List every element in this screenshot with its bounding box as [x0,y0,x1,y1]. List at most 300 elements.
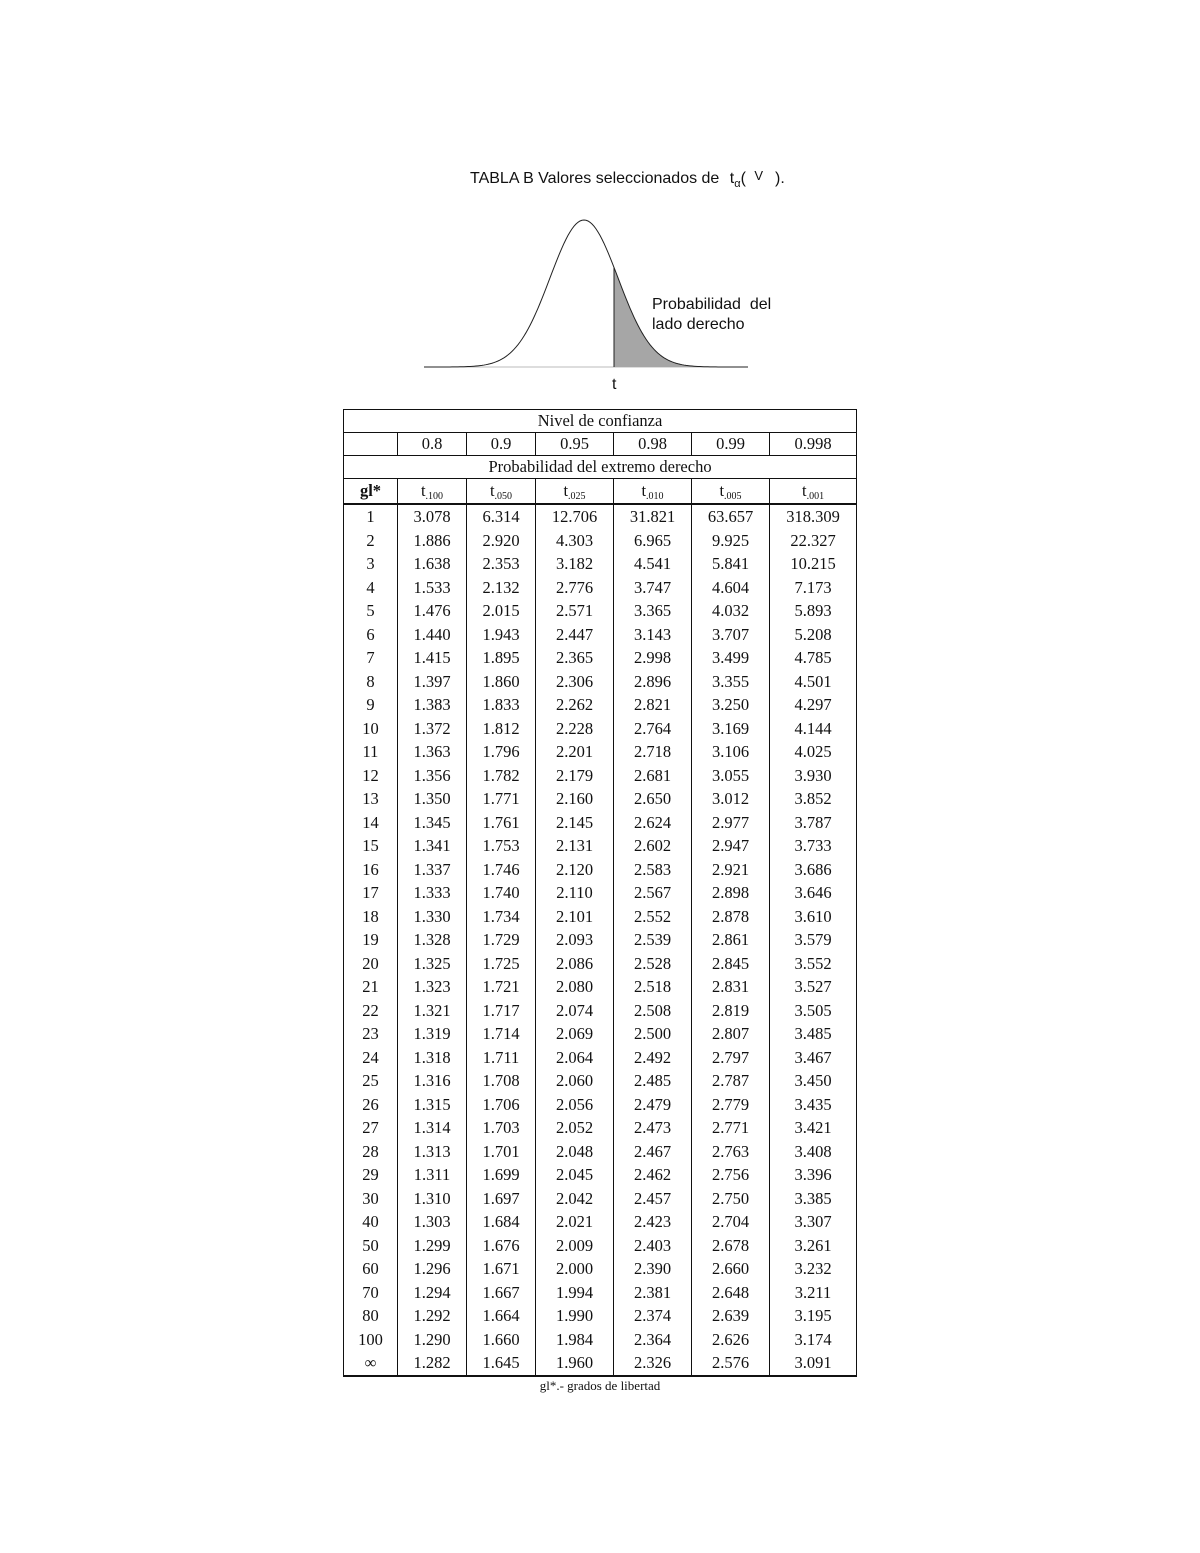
critical-value-cell: 2.552 [614,905,692,929]
critical-value-cell: 2.364 [614,1328,692,1352]
critical-value-cell: 2.704 [692,1210,770,1234]
confidence-header: Nivel de confianza [344,410,857,433]
critical-value-cell: 1.761 [467,811,536,835]
critical-value-cell: 3.091 [770,1351,857,1376]
critical-value-cell: 3.707 [692,623,770,647]
degrees-of-freedom-cell: 80 [344,1304,398,1328]
critical-value-cell: 1.282 [398,1351,467,1376]
critical-value-cell: 2.518 [614,975,692,999]
critical-value-cell: 1.664 [467,1304,536,1328]
critical-value-cell: 5.208 [770,623,857,647]
title-paren-close: ). [775,170,785,187]
critical-value-cell: 1.363 [398,740,467,764]
critical-value-header: t.050 [467,479,536,505]
degrees-of-freedom-cell: 5 [344,599,398,623]
critical-value-cell: 2.500 [614,1022,692,1046]
critical-value-cell: 2.479 [614,1093,692,1117]
critical-value-cell: 5.841 [692,552,770,576]
critical-value-cell: 2.403 [614,1234,692,1258]
critical-value-cell: 6.314 [467,504,536,529]
critical-value-cell: 2.145 [536,811,614,835]
confidence-level-cell: 0.8 [398,433,467,456]
critical-value-cell: 2.571 [536,599,614,623]
table-row [344,1069,857,1093]
critical-value-cell: 2.306 [536,670,614,694]
critical-value-cell: 12.706 [536,504,614,529]
degrees-of-freedom-cell: 30 [344,1187,398,1211]
table-title [470,168,785,190]
critical-value-cell: 2.131 [536,834,614,858]
degrees-of-freedom-cell: 7 [344,646,398,670]
table-row [344,623,857,647]
critical-value-cell: 3.527 [770,975,857,999]
critical-value-cell: 3.250 [692,693,770,717]
table-row [344,1281,857,1305]
critical-value-cell: 1.311 [398,1163,467,1187]
critical-value-cell: 2.845 [692,952,770,976]
table-row [344,1187,857,1211]
critical-value-cell: 5.893 [770,599,857,623]
table-row [344,999,857,1023]
critical-value-cell: 2.878 [692,905,770,929]
critical-value-cell: 1.943 [467,623,536,647]
critical-value-cell: 2.462 [614,1163,692,1187]
table-row [344,975,857,999]
table-row [344,670,857,694]
title-nu-symbol: V [754,168,764,183]
degrees-of-freedom-cell: 27 [344,1116,398,1140]
critical-value-cell: 2.069 [536,1022,614,1046]
critical-value-cell: 2.797 [692,1046,770,1070]
critical-value-cell: 2.583 [614,858,692,882]
critical-value-cell: 2.921 [692,858,770,882]
critical-value-header: t.001 [770,479,857,505]
table-row [344,717,857,741]
critical-value-cell: 1.708 [467,1069,536,1093]
critical-value-cell: 1.337 [398,858,467,882]
table-row [344,905,857,929]
critical-value-cell: 3.930 [770,764,857,788]
critical-value-cell: 2.093 [536,928,614,952]
critical-value-cell: 4.303 [536,529,614,553]
critical-value-cell: 3.195 [770,1304,857,1328]
critical-value-cell: 2.920 [467,529,536,553]
critical-value-cell: 2.467 [614,1140,692,1164]
degrees-of-freedom-cell: 24 [344,1046,398,1070]
table-row [344,1140,857,1164]
critical-value-cell: 2.898 [692,881,770,905]
critical-value-cell: 1.671 [467,1257,536,1281]
critical-value-cell: 1.383 [398,693,467,717]
critical-value-cell: 1.321 [398,999,467,1023]
critical-value-cell: 1.318 [398,1046,467,1070]
degrees-of-freedom-cell: 8 [344,670,398,694]
critical-value-cell: 3.852 [770,787,857,811]
footnote: gl*.- grados de libertad [539,1378,661,1393]
critical-value-cell: 1.796 [467,740,536,764]
critical-value-cell: 4.604 [692,576,770,600]
critical-value-cell: 2.567 [614,881,692,905]
critical-value-cell: 2.000 [536,1257,614,1281]
confidence-level-cell: 0.99 [692,433,770,456]
critical-value-cell: 2.045 [536,1163,614,1187]
critical-value-cell: 2.861 [692,928,770,952]
critical-value-cell: 1.697 [467,1187,536,1211]
critical-value-cell: 2.819 [692,999,770,1023]
critical-value-cell: 3.012 [692,787,770,811]
critical-value-header-row [344,479,857,505]
critical-value-cell: 2.160 [536,787,614,811]
critical-value-cell: 1.721 [467,975,536,999]
table-row [344,1046,857,1070]
critical-value-cell: 1.328 [398,928,467,952]
critical-value-cell: 2.262 [536,693,614,717]
degrees-of-freedom-cell: 29 [344,1163,398,1187]
degrees-of-freedom-cell: 21 [344,975,398,999]
critical-value-cell: 2.831 [692,975,770,999]
critical-value-cell: 31.821 [614,504,692,529]
critical-value-cell: 3.261 [770,1234,857,1258]
critical-value-cell: 2.120 [536,858,614,882]
t-distribution-table [343,409,857,1377]
degrees-of-freedom-cell: 19 [344,928,398,952]
critical-value-cell: 1.860 [467,670,536,694]
confidence-level-cell: 0.998 [770,433,857,456]
critical-value-cell: 2.353 [467,552,536,576]
critical-value-cell: 2.457 [614,1187,692,1211]
critical-value-cell: 1.812 [467,717,536,741]
table-row [344,1210,857,1234]
degrees-of-freedom-cell: 60 [344,1257,398,1281]
critical-value-cell: 7.173 [770,576,857,600]
critical-value-cell: 1.684 [467,1210,536,1234]
critical-value-cell: 2.447 [536,623,614,647]
critical-value-cell: 3.733 [770,834,857,858]
critical-value-cell: 3.610 [770,905,857,929]
confidence-level-cell: 0.9 [467,433,536,456]
critical-value-cell: 1.771 [467,787,536,811]
critical-value-cell: 1.372 [398,717,467,741]
degrees-of-freedom-cell: 100 [344,1328,398,1352]
critical-value-cell: 2.764 [614,717,692,741]
critical-value-cell: 2.681 [614,764,692,788]
critical-value-cell: 2.048 [536,1140,614,1164]
critical-value-cell: 3.106 [692,740,770,764]
critical-value-cell: 4.144 [770,717,857,741]
title-text: TABLA B Valores seleccionados de [470,170,720,187]
degrees-of-freedom-cell: 9 [344,693,398,717]
critical-value-cell: 1.667 [467,1281,536,1305]
critical-value-cell: 2.228 [536,717,614,741]
critical-value-cell: 3.408 [770,1140,857,1164]
critical-value-cell: 1.701 [467,1140,536,1164]
critical-value-cell: 1.740 [467,881,536,905]
critical-value-cell: 1.350 [398,787,467,811]
critical-value-cell: 2.365 [536,646,614,670]
critical-value-cell: 3.787 [770,811,857,835]
critical-value-cell: 2.977 [692,811,770,835]
critical-value-cell: 1.440 [398,623,467,647]
critical-value-cell: 3.365 [614,599,692,623]
critical-value-cell: 2.779 [692,1093,770,1117]
critical-value-cell: 1.706 [467,1093,536,1117]
critical-value-cell: 2.009 [536,1234,614,1258]
t-axis-label: t [612,376,617,393]
critical-value-cell: 1.994 [536,1281,614,1305]
critical-value-cell: 3.467 [770,1046,857,1070]
table-row [344,1093,857,1117]
critical-value-cell: 2.381 [614,1281,692,1305]
table-row [344,740,857,764]
critical-value-cell: 2.132 [467,576,536,600]
critical-value-cell: 2.086 [536,952,614,976]
critical-value-cell: 2.650 [614,787,692,811]
critical-value-cell: 1.294 [398,1281,467,1305]
degrees-of-freedom-cell: 50 [344,1234,398,1258]
critical-value-cell: 2.110 [536,881,614,905]
degrees-of-freedom-cell: 17 [344,881,398,905]
critical-value-cell: 2.042 [536,1187,614,1211]
critical-value-cell: 1.990 [536,1304,614,1328]
curve-label-line1: Probabilidad del [652,296,772,313]
critical-value-cell: 2.080 [536,975,614,999]
critical-value-cell: 3.396 [770,1163,857,1187]
critical-value-cell: 1.333 [398,881,467,905]
critical-value-cell: 63.657 [692,504,770,529]
table-row [344,552,857,576]
critical-value-cell: 1.476 [398,599,467,623]
critical-value-cell: 1.833 [467,693,536,717]
critical-value-cell: 9.925 [692,529,770,553]
degrees-of-freedom-cell: 28 [344,1140,398,1164]
critical-value-cell: 1.296 [398,1257,467,1281]
confidence-level-cell: 0.98 [614,433,692,456]
critical-value-cell: 1.313 [398,1140,467,1164]
critical-value-cell: 3.579 [770,928,857,952]
table-row [344,1234,857,1258]
table-row [344,881,857,905]
critical-value-cell: 1.729 [467,928,536,952]
critical-value-cell: 2.064 [536,1046,614,1070]
critical-value-cell: 3.143 [614,623,692,647]
probability-header: Probabilidad del extremo derecho [344,456,857,479]
critical-value-cell: 3.055 [692,764,770,788]
critical-value-cell: 2.626 [692,1328,770,1352]
critical-value-header: t.100 [398,479,467,505]
critical-value-cell: 1.397 [398,670,467,694]
bell-curve-line [424,220,748,367]
table-row [344,1257,857,1281]
critical-value-cell: 3.078 [398,504,467,529]
critical-value-cell: 1.330 [398,905,467,929]
table-row [344,1022,857,1046]
critical-value-cell: 3.211 [770,1281,857,1305]
critical-value-cell: 1.895 [467,646,536,670]
critical-value-cell: 3.182 [536,552,614,576]
critical-value-cell: 2.896 [614,670,692,694]
table-body [344,504,857,1376]
empty-corner-cell [344,433,398,456]
critical-value-cell: 2.390 [614,1257,692,1281]
critical-value-cell: 1.886 [398,529,467,553]
curve-label-line2: lado derecho [652,316,745,333]
critical-value-cell: 1.323 [398,975,467,999]
critical-value-cell: 1.533 [398,576,467,600]
critical-value-cell: 1.960 [536,1351,614,1376]
critical-value-cell: 2.718 [614,740,692,764]
critical-value-cell: 2.998 [614,646,692,670]
critical-value-cell: 2.639 [692,1304,770,1328]
critical-value-cell: 6.965 [614,529,692,553]
critical-value-cell: 4.025 [770,740,857,764]
table-row [344,1116,857,1140]
degrees-of-freedom-cell: 13 [344,787,398,811]
critical-value-cell: 3.505 [770,999,857,1023]
critical-value-cell: 2.423 [614,1210,692,1234]
critical-value-cell: 2.528 [614,952,692,976]
title-paren-open: ( [740,170,746,187]
critical-value-cell: 2.539 [614,928,692,952]
critical-value-cell: 3.435 [770,1093,857,1117]
critical-value-cell: 1.711 [467,1046,536,1070]
critical-value-cell: 1.415 [398,646,467,670]
critical-value-cell: 1.746 [467,858,536,882]
critical-value-cell: 1.315 [398,1093,467,1117]
right-tail-probability-label [652,295,771,335]
critical-value-cell: 1.314 [398,1116,467,1140]
critical-value-cell: 2.821 [614,693,692,717]
degrees-of-freedom-cell: 22 [344,999,398,1023]
critical-value-cell: 3.385 [770,1187,857,1211]
critical-value-cell: 2.492 [614,1046,692,1070]
critical-value-cell: 1.316 [398,1069,467,1093]
critical-value-cell: 2.021 [536,1210,614,1234]
table-row [344,952,857,976]
critical-value-cell: 1.725 [467,952,536,976]
critical-value-cell: 1.345 [398,811,467,835]
t-distribution-curve [420,210,760,375]
critical-value-cell: 1.676 [467,1234,536,1258]
critical-value-cell: 1.734 [467,905,536,929]
degrees-of-freedom-cell: 15 [344,834,398,858]
critical-value-cell: 4.501 [770,670,857,694]
critical-value-cell: 2.060 [536,1069,614,1093]
critical-value-cell: 1.319 [398,1022,467,1046]
critical-value-cell: 2.763 [692,1140,770,1164]
degrees-of-freedom-cell: 11 [344,740,398,764]
critical-value-cell: 1.299 [398,1234,467,1258]
critical-value-cell: 3.686 [770,858,857,882]
critical-value-cell: 3.485 [770,1022,857,1046]
critical-value-cell: 1.703 [467,1116,536,1140]
degrees-of-freedom-cell: 40 [344,1210,398,1234]
table-row [344,834,857,858]
degrees-of-freedom-cell: 25 [344,1069,398,1093]
table-row [344,858,857,882]
critical-value-header: t.005 [692,479,770,505]
table-row [344,599,857,623]
critical-value-cell: 2.179 [536,764,614,788]
degrees-of-freedom-cell: 2 [344,529,398,553]
critical-value-cell: 2.374 [614,1304,692,1328]
critical-value-cell: 2.947 [692,834,770,858]
degrees-of-freedom-cell: 70 [344,1281,398,1305]
critical-value-cell: 3.307 [770,1210,857,1234]
critical-value-cell: 4.297 [770,693,857,717]
confidence-header-row [344,410,857,433]
critical-value-cell: 2.602 [614,834,692,858]
critical-value-cell: 2.576 [692,1351,770,1376]
critical-value-cell: 1.290 [398,1328,467,1352]
confidence-level-cell: 0.95 [536,433,614,456]
critical-value-cell: 1.714 [467,1022,536,1046]
title-alpha-subscript: α [734,178,741,190]
critical-value-cell: 1.660 [467,1328,536,1352]
table-row [344,693,857,717]
critical-value-cell: 22.327 [770,529,857,553]
critical-value-cell: 1.782 [467,764,536,788]
critical-value-cell: 1.356 [398,764,467,788]
table-row [344,1351,857,1376]
critical-value-cell: 2.101 [536,905,614,929]
critical-value-cell: 3.232 [770,1257,857,1281]
title-t-symbol: $t_\alpha$ [729,170,741,190]
critical-value-cell: 2.678 [692,1234,770,1258]
table-row [344,1304,857,1328]
critical-value-cell: 2.052 [536,1116,614,1140]
critical-value-cell: 2.326 [614,1351,692,1376]
critical-value-cell: 3.174 [770,1328,857,1352]
critical-value-cell: 10.215 [770,552,857,576]
critical-value-cell: 4.541 [614,552,692,576]
critical-value-cell: 1.753 [467,834,536,858]
critical-value-cell: 3.355 [692,670,770,694]
critical-value-cell: 4.032 [692,599,770,623]
degrees-of-freedom-cell: 20 [344,952,398,976]
critical-value-cell: 3.169 [692,717,770,741]
critical-value-cell: 1.303 [398,1210,467,1234]
critical-value-cell: 3.450 [770,1069,857,1093]
critical-value-cell: 2.776 [536,576,614,600]
table-row [344,576,857,600]
table-row [344,787,857,811]
critical-value-cell: 2.485 [614,1069,692,1093]
degrees-of-freedom-cell: 18 [344,905,398,929]
critical-value-cell: 2.807 [692,1022,770,1046]
critical-value-cell: 2.750 [692,1187,770,1211]
critical-value-cell: 2.660 [692,1257,770,1281]
critical-value-cell: 1.717 [467,999,536,1023]
critical-value-cell: 3.499 [692,646,770,670]
critical-value-cell: 1.984 [536,1328,614,1352]
critical-value-cell: 2.056 [536,1093,614,1117]
critical-value-cell: 3.646 [770,881,857,905]
critical-value-cell: 2.473 [614,1116,692,1140]
table-row [344,529,857,553]
critical-value-header: t.010 [614,479,692,505]
degrees-of-freedom-cell: ∞ [344,1351,398,1376]
critical-value-cell: 2.648 [692,1281,770,1305]
confidence-levels-row [344,433,857,456]
critical-value-cell: 1.292 [398,1304,467,1328]
critical-value-cell: 2.074 [536,999,614,1023]
critical-value-cell: 2.787 [692,1069,770,1093]
critical-value-cell: 3.747 [614,576,692,600]
critical-value-cell: 3.552 [770,952,857,976]
critical-value-cell: 1.325 [398,952,467,976]
degrees-of-freedom-cell: 12 [344,764,398,788]
critical-value-cell: 2.756 [692,1163,770,1187]
